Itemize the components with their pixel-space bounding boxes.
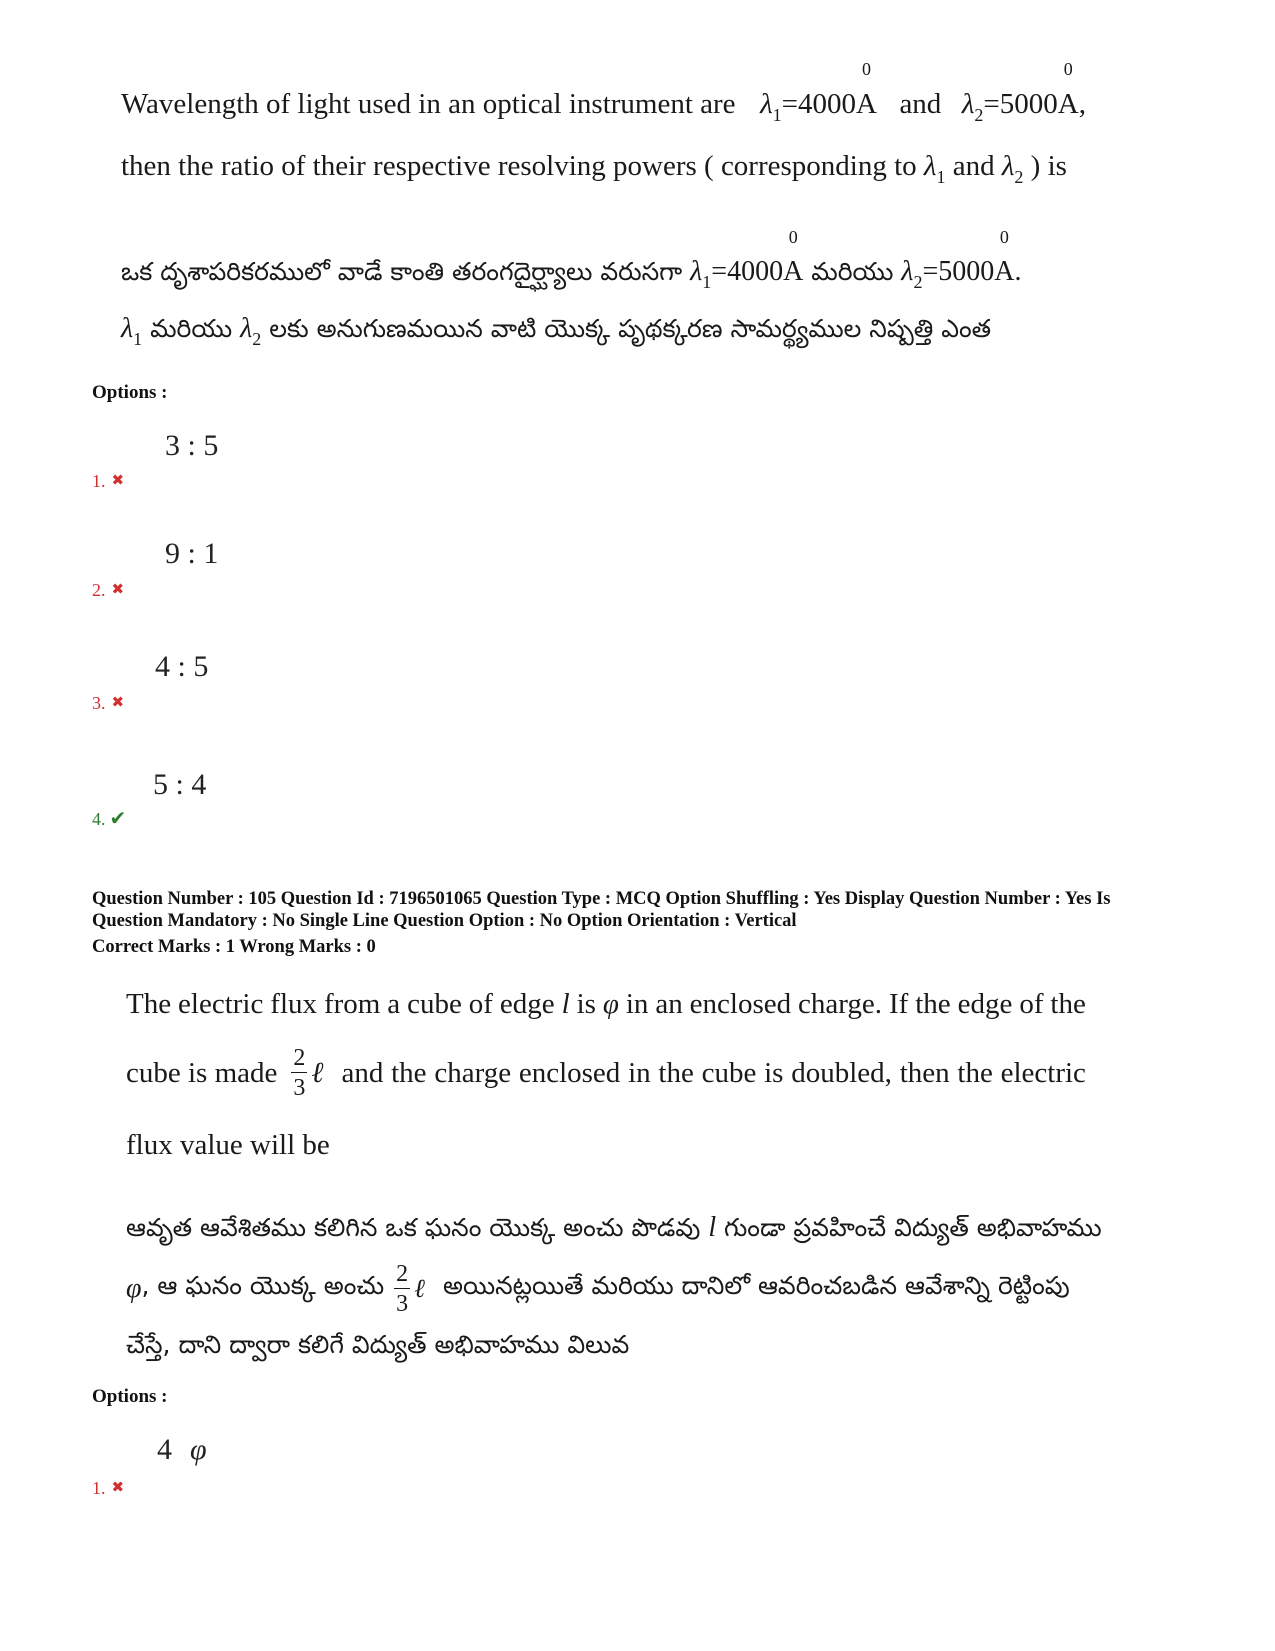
option-number[interactable]: 2. ✖: [92, 580, 125, 600]
word: from: [323, 988, 381, 1020]
and-text: and: [899, 88, 942, 120]
phi-symbol: φ: [190, 1433, 207, 1466]
word: the: [915, 988, 951, 1020]
q2-telugu-line-1: [126, 1212, 1102, 1249]
phi-symbol: φ: [602, 988, 619, 1020]
q1-text: Wavelength of light used in an optical instrument are: [121, 88, 736, 120]
word: an: [655, 988, 683, 1020]
q2-english-line-1: [126, 990, 1086, 1019]
q2-telugu-text: గుండా ప్రవహించే విద్యుత్ అభివాహము: [724, 1213, 1102, 1242]
word: of: [1019, 988, 1044, 1020]
word: cube: [407, 988, 462, 1020]
subscript: 2: [1014, 167, 1024, 187]
option-number[interactable]: 1. ✖: [92, 471, 125, 491]
option-number[interactable]: 3. ✖: [92, 693, 125, 713]
and-text: and: [952, 150, 995, 182]
cross-icon: ✖: [111, 582, 125, 598]
question-meta: [92, 888, 1110, 958]
word: a: [387, 988, 401, 1020]
word: edge: [957, 988, 1013, 1020]
word: enclosed: [689, 988, 792, 1020]
q1-text: then the ratio of their respective resolving powers ( corresponding to: [121, 150, 917, 182]
q2-telugu-line-2: [126, 1262, 1070, 1316]
option-value: 3 : 5: [165, 429, 219, 462]
q2-telugu-text: అయినట్లయితే మరియు దానిలో ఆవరించబడిన ఆవేశాన్ని రెట్టింపు: [442, 1271, 1070, 1300]
q1-telugu-line-1: [121, 227, 1022, 293]
wavelength-value: =5000: [983, 88, 1058, 120]
word: charge.: [798, 988, 883, 1020]
lambda-symbol: λ: [1001, 150, 1015, 182]
option-value: 4 φ: [157, 1433, 207, 1466]
q1-telugu-text: ఒక దృశాపరికరములో వాడే కాంతి తరంగదైర్ఘ్యాలు వరుసగా: [121, 257, 683, 286]
word: flux: [270, 988, 318, 1020]
q2-telugu-text: ఆవృత ఆవేశితము కలిగిన ఒక ఘనం యొక్క అంచు పొడవు: [126, 1213, 701, 1242]
q1-telugu-formula: $\lambda_2=5000$ 0 A.: [901, 227, 1022, 292]
subscript: 2: [252, 329, 262, 349]
lambda-symbol: λ: [961, 88, 975, 120]
word: the: [1050, 988, 1086, 1020]
q1-text: ) is: [1030, 150, 1067, 182]
marks-line: Correct Marks : 1 Wrong Marks : 0: [92, 937, 376, 957]
option-number[interactable]: 4. ✔: [92, 808, 127, 830]
wavelength-value: =4000: [781, 88, 856, 120]
q1-english-line-1: [121, 59, 1086, 125]
fraction-two-thirds: $\frac{2}{3}$: [293, 1045, 306, 1101]
option-value: 4 : 5: [155, 650, 209, 683]
q2-english-line-2: [126, 1046, 1086, 1100]
q1-telugu-text: లకు అనుగుణమయిన వాటి యొక్క పృథక్కరణ సామర్థ్యముల నిష్పత్తి ఎంత: [269, 314, 992, 343]
q2-text: and the charge enclosed in the cube is doubled, then the electric: [341, 1056, 1086, 1089]
word: edge: [499, 988, 555, 1020]
meta-line: Question Number : 105 Question Id : 7196501065 Question Type : MCQ Option Shuffling : Yes Display Question Number : Yes Is: [92, 889, 1111, 909]
q1-telugu-and: మరియు: [811, 257, 894, 286]
lambda-symbol: λ: [760, 88, 773, 120]
word: is: [576, 988, 596, 1020]
fraction-two-thirds: $\frac{2}{3}$: [396, 1261, 409, 1317]
option-value: 9 : 1: [165, 537, 219, 570]
q2-telugu-line-3: చేస్తే, దాని ద్వారా కలిగే విద్యుత్ అభివాహము విలువ: [126, 1330, 630, 1359]
cross-icon: ✖: [111, 1480, 125, 1496]
phi-symbol: φ: [126, 1273, 142, 1304]
edge-symbol: l: [708, 1212, 717, 1243]
lambda-symbol: λ: [923, 150, 937, 182]
lambda-symbol: λ: [121, 313, 134, 344]
comma: ,: [1078, 88, 1086, 120]
q2-english-line-3: flux value will be: [126, 1129, 330, 1161]
option-value: 5 : 4: [153, 768, 207, 801]
meta-line: Question Mandatory : No Single Line Question Option : No Option Orientation : Vertical: [92, 911, 797, 931]
subscript: 1: [133, 329, 143, 349]
angstrom-unit: 0 A: [1057, 59, 1079, 120]
angstrom-unit: 0 A: [855, 59, 877, 120]
cross-icon: ✖: [111, 695, 125, 711]
ell-symbol: ℓ: [311, 1056, 324, 1089]
q1-telugu-and: మరియు: [150, 314, 233, 343]
q2-telugu-text: , ఆ ఘనం యొక్క అంచు: [141, 1271, 385, 1300]
subscript: 1: [772, 105, 782, 125]
q2-text: cube is made: [126, 1056, 278, 1089]
ell-symbol: ℓ: [414, 1274, 425, 1303]
word: electric: [178, 988, 264, 1020]
word: of: [468, 988, 493, 1020]
word: If: [888, 988, 909, 1020]
options-label: Options :: [92, 1386, 168, 1407]
check-icon: ✔: [109, 808, 127, 830]
q1-english-line-2: [121, 152, 1067, 186]
q1-telugu-line-2: [121, 313, 991, 350]
cross-icon: ✖: [111, 473, 125, 489]
edge-symbol: l: [561, 988, 570, 1020]
lambda-symbol: λ: [240, 313, 253, 344]
word: in: [625, 988, 649, 1020]
subscript: 2: [974, 105, 984, 125]
option-number[interactable]: 1. ✖: [92, 1478, 125, 1498]
options-label: Options :: [92, 382, 168, 403]
q1-telugu-formula: $\lambda_1=4000$ 0 A: [690, 227, 804, 292]
word: The: [126, 988, 172, 1020]
subscript: 1: [936, 167, 946, 187]
